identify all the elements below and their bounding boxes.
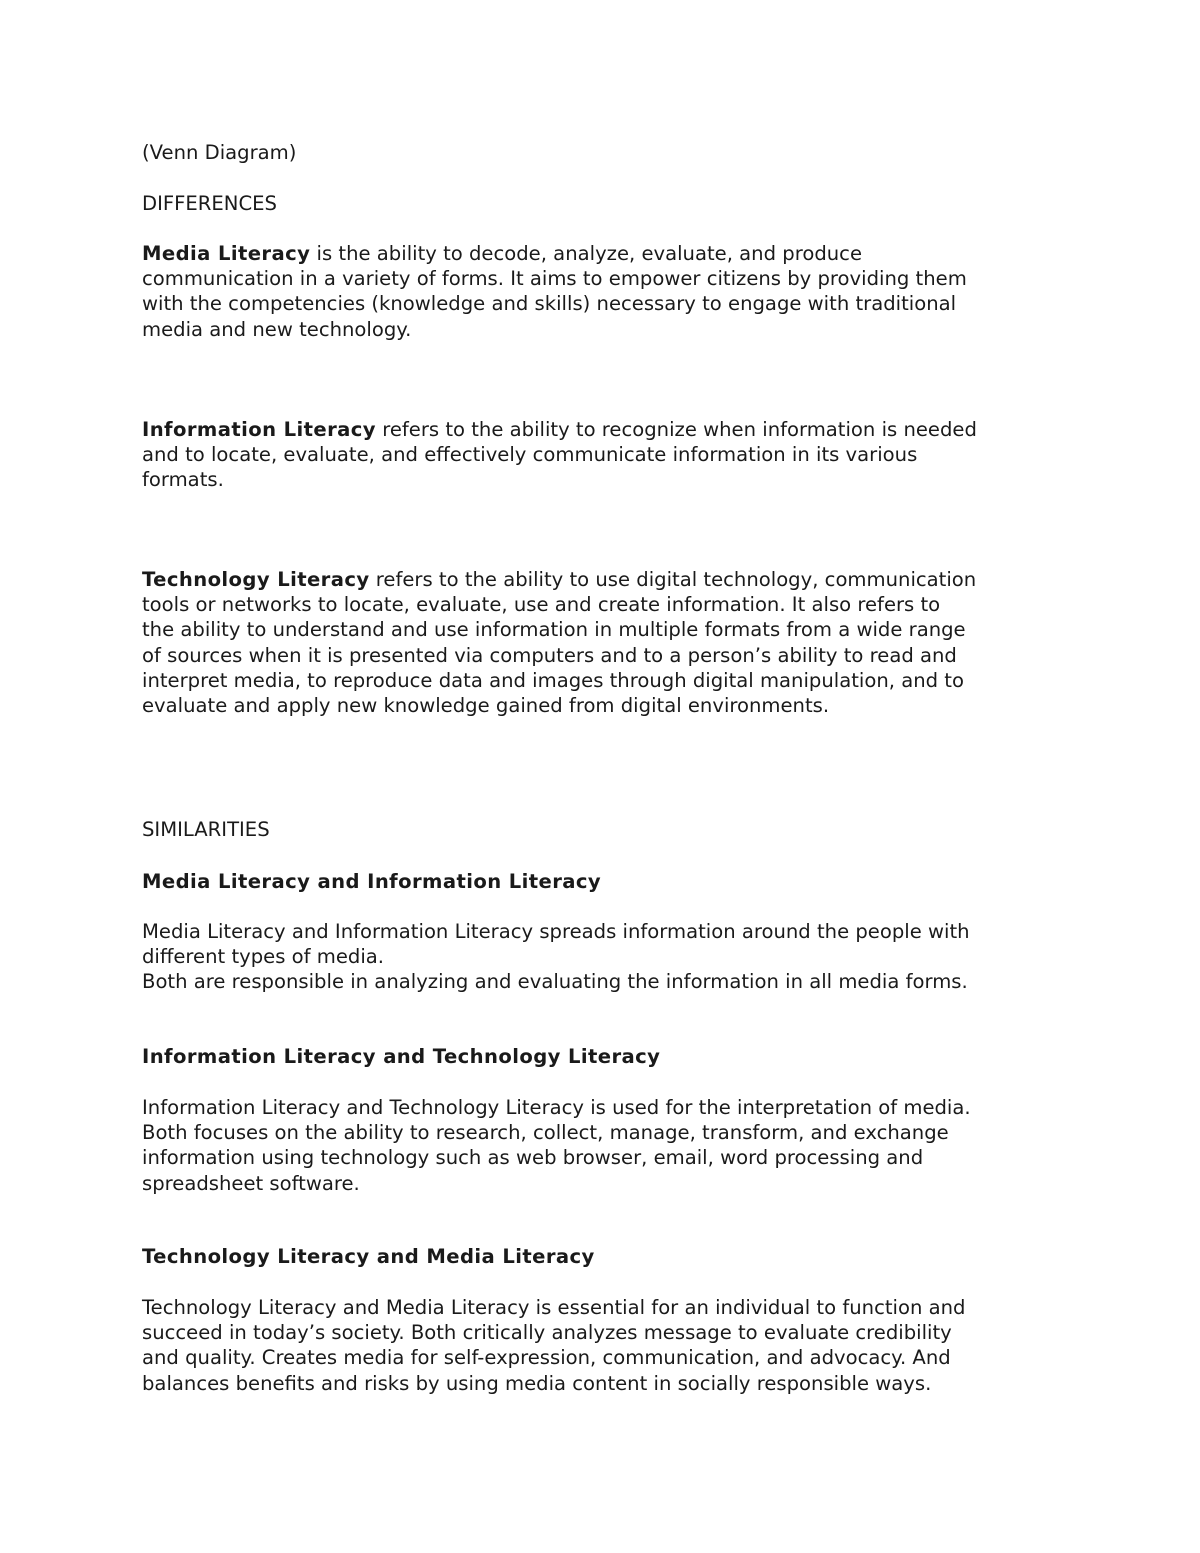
differences-heading: DIFFERENCES <box>142 192 277 215</box>
document-title: (Venn Diagram) <box>142 141 297 164</box>
info-tech-heading: Information Literacy and Technology Literacy <box>142 1045 661 1068</box>
similarities-heading: SIMILARITIES <box>142 818 270 841</box>
tech-media-heading: Technology Literacy and Media Literacy <box>142 1245 595 1268</box>
technology-literacy-definition: Technology Literacy refers to the ability to use digital technology, communication tools or networks to locate, evaluate, use and create information. It also refers to the ability to understand and use information in multiple formats from a wide range of sources when it is presented via computers and to a person’s ability to read and interpret media, to reproduce data and images through digital manipulation, and to evaluate and apply new knowledge gained from digital environments. <box>142 568 977 718</box>
media-info-paragraph: Media Literacy and Information Literacy spreads information around the people with different types of media. Both are responsible in analyzing and evaluating the information in all media forms. <box>142 920 970 994</box>
information-literacy-definition: Information Literacy refers to the ability to recognize when information is needed and to locate, evaluate, and effectively communicate information in its various formats. <box>142 418 977 492</box>
media-info-heading: Media Literacy and Information Literacy <box>142 870 602 893</box>
media-literacy-definition: Media Literacy is the ability to decode, analyze, evaluate, and produce communication in a variety of forms. It aims to empower citizens by providing them with the competencies (knowledge and skills) necessary to engage with traditional media and new technology. <box>142 242 967 341</box>
info-tech-paragraph: Information Literacy and Technology Literacy is used for the interpretation of media. Both focuses on the ability to research, collect, manage, transform, and exchange information using technology such as web browser, email, word processing and spreadsheet software. <box>142 1096 971 1195</box>
tech-media-paragraph: Technology Literacy and Media Literacy is essential for an individual to function and succeed in today’s society. Both critically analyzes message to evaluate credibility and quality. Creates media for self-expression, communication, and advocacy. And balances benefits and risks by using media content in socially responsible ways. <box>142 1296 966 1395</box>
term-technology-literacy: Technology Literacy <box>142 568 370 591</box>
term-media-literacy: Media Literacy <box>142 242 311 265</box>
term-information-literacy: Information Literacy <box>142 418 376 441</box>
